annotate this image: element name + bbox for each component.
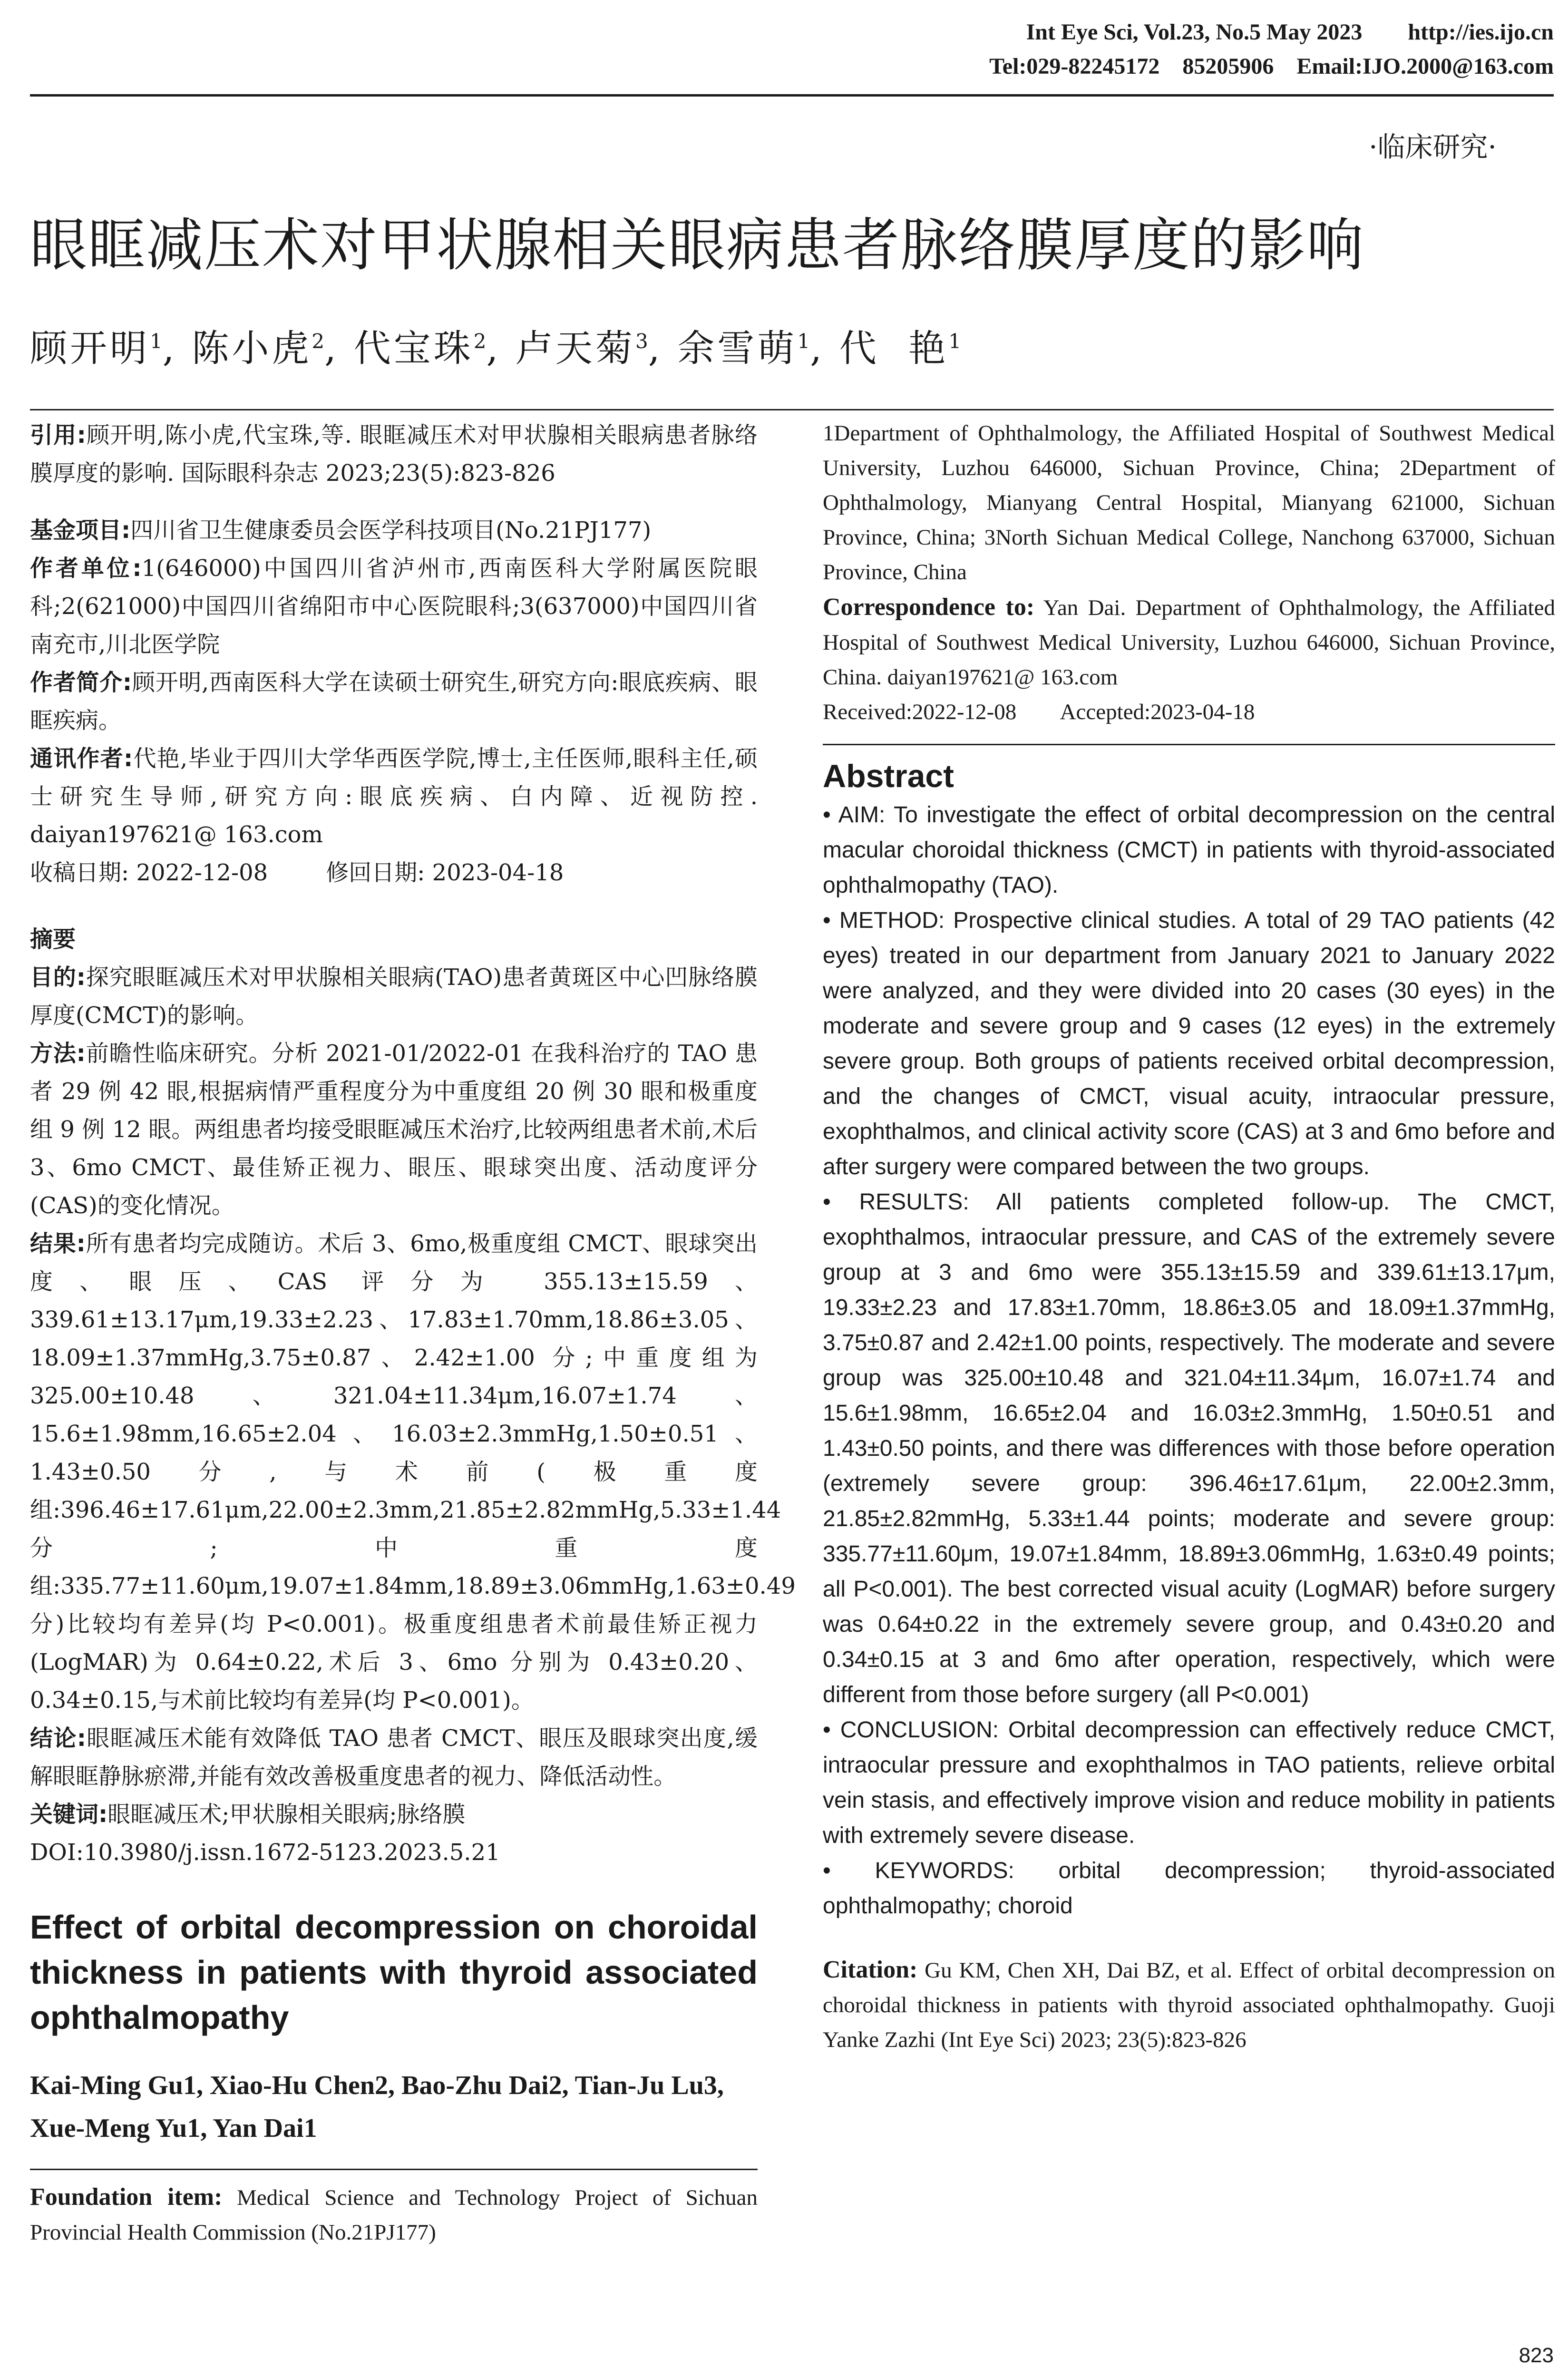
doi: DOI:10.3980/j.issn.1672-5123.2023.5.21 [30,1839,500,1866]
author-name: 陈小虎 [192,327,312,370]
author-affil: 2 [473,330,487,353]
journal-header-line2: Tel:029-82245172 85205906 Email:IJO.2000@163.com [989,54,1554,79]
author-affil: 1 [948,330,962,353]
conclusion-cn: 结论:眼眶减压术能有效降低 TAO 患者 CMCT、眼压及眼球突出度,缓解眼眶静脉瘀滞,并能有效改善极重度患者的视力、降低活动性。 [30,1725,758,1790]
correspondence-en: Correspondence to: Yan Dai. Department of Ophthalmology, the Affiliated Hospital of Southwest Medical University, Luzhou 646000, Sichuan Province, China. daiyan197621@ 163.com [823,594,1555,690]
article-title: 眼眶减压术对甲状腺相关眼病患者脉络膜厚度的影响 [30,213,1364,279]
citation-en: Citation: Gu KM, Chen XH, Dai BZ, et al. Effect of orbital decompression on choroidal thickness in patients with thyroid associated ophthalmopathy. Guoji Yanke Zazhi (Int Eye Sci) 2023; 23(5):823-826 [823,1956,1555,2052]
author-name: 卢天菊 [516,327,636,370]
authors-cn: 顾开明$^1$, 陈小虎$^2$, 代宝珠$^2$, 卢天菊$^3$, 余雪萌$^1$, 代 艳$^1$ [30,327,962,370]
journal-header-line1: Int Eye Sci, Vol.23, No.5 May 2023 http://ies.ijo.cn [1026,19,1554,45]
dates-cn: 收稿日期: 2022-12-08 修回日期: 2023-04-18 [30,859,564,886]
affiliations-en: 1Department of Ophthalmology, the Affiliated Hospital of Southwest Medical University, Luzhou 646000, Sichuan Province, China; 2Department of Ophthalmology, Mianyang Central Hospital, Mianyang 621000, Sichuan Province, China; 3North Sichuan Medical College, Nanchong 637000, Sichuan Province, China [823,421,1555,585]
english-authors: Kai-Ming Gu1, Xiao-Hu Chen2, Bao-Zhu Dai2, Tian-Ju Lu3, Xue-Meng Yu1, Yan Dai1 [30,2071,724,2143]
author-affil: 1 [797,330,810,353]
abstract-results: • RESULTS: All patients completed follow-up. The CMCT, exophthalmos, intraocular pressure, and CAS of the extremely severe group at 3 and 6mo were 355.13±15.59 and 339.61±13.17μm, 19.33±2.23 and 17.83±1.70mm, 18.86±3.05 and 18.09±1.37mmHg, 3.75±0.87 and 2.42±1.00 points, respectively. The moderate and severe group was 325.00±10.48 and 321.04±11.34μm, 16.07±1.74 and 15.6±1.98mm, 16.65±2.04 and 16.03±2.3mmHg, 1.50±0.51 and 1.43±0.50 points, and there was differences with those before operation (extremely severe group: 396.46±17.61μm, 22.00±2.3mm, 21.85±2.82mmHg, 5.33±1.44 points; moderate and severe group: 335.77±11.60μm, 19.07±1.84mm, 18.89±3.06mmHg, 1.63±0.49 points; all P<0.001). The best corrected visual acuity (LogMAR) before surgery was 0.64±0.22 in the extremely severe group, and 0.43±0.20 and 0.34±0.15 at 3 and 6mo after operation, respectively, which were different from those before surgery (all P<0.001) [823,1189,1555,1707]
abstract-conclusion: • CONCLUSION: Orbital decompression can effectively reduce CMCT, intraocular pressure and exophthalmos in TAO patients, relieve orbital vein stasis, and effectively improve vision and reduce mobility in patients with extremely severe disease. [823,1717,1555,1848]
author-name: 代宝珠 [353,327,474,370]
keywords-cn: 关键词:眼眶减压术;甲状腺相关眼病;脉络膜 [30,1801,466,1828]
header-rule [30,94,1554,97]
author-name: 顾开明 [30,327,150,370]
page-number: 823 [1519,2344,1554,2367]
author-name: 代 艳 [839,327,949,370]
intro-cn: 作者简介:顾开明,西南医科大学在读硕士研究生,研究方向:眼底疾病、眼眶疾病。 [30,669,758,734]
abstract-aim: • AIM: To investigate the effect of orbital decompression on the central macular choroidal thickness (CMCT) in patients with thyroid-associated ophthalmopathy (TAO). [823,802,1555,898]
section-tag: ·临床研究· [1369,131,1497,163]
author-affil: 3 [635,330,648,353]
right-column [823,416,1555,2057]
author-name: 余雪萌 [677,327,798,370]
foundation-item: Foundation item: Medical Science and Technology Project of Sichuan Provincial Health Commission (No.21PJ177) [30,2183,758,2245]
abstract-method: • METHOD: Prospective clinical studies. A total of 29 TAO patients (42 eyes) treated in our department from January 2021 to January 2022 were analyzed, and they were divided into 20 cases (30 eyes) in the moderate and severe group and 9 cases (12 eyes) in the extremely severe group. Both groups of patients received orbital decompression, and the changes of CMCT, visual acuity, intraocular pressure, exophthalmos, and clinical activity score (CAS) at 3 and 6mo before and after surgery were compared between the two groups. [823,908,1555,1179]
received-en: Received:2022-12-08 Accepted:2023-04-18 [823,700,1255,724]
english-title: Effect of orbital decompression on choroidal thickness in patients with thyroid associated ophthalmopathy [30,1909,758,2036]
abstract-heading: Abstract [823,758,954,794]
unit-cn: 作者单位:1(646000)中国四川省泸州市,西南医科大学附属医院眼科;2(621000)中国四川省绵阳市中心医院眼科;3(637000)中国四川省南充市,川北医学院 [30,555,758,658]
result-cn: 结果:所有患者均完成随访。术后 3、6mo,极重度组 CMCT、眼球突出度、眼压、CAS 评分为 355.13±15.59、339.61±13.17μm,19.33±2.23、17.83±1.70mm,18.86±3.05、18.09±1.37mmHg,3.75±0.87、2.42±1.00 分;中重度组为 325.00±10.48、321.04±11.34μm,16.07±1.74、15.6±1.98mm,16.65±2.04、16.03±2.3mmHg,1.50±0.51、1.43±0.50分,与术前(极重度组:396.46±17.61μm,22.00±2.3mm,21.85±2.82mmHg,5.33±1.44 分;中重度组:335.77±11.60μm,19.07±1.84mm,18.89±3.06mmHg,1.63±0.49 分)比较均有差异(均 P<0.001)。极重度组患者术前最佳矫正视力(LogMAR)为 0.64±0.22,术后 3、6mo 分别为 0.43±0.20、0.34±0.15,与术前比较均有差异(均 P<0.001)。 [30,1230,796,1714]
abstract-keywords: • KEYWORDS: orbital decompression; thyroid-associated ophthalmopathy; choroid [823,1858,1555,1919]
citation-cn: 引用:顾开明,陈小虎,代宝珠,等. 眼眶减压术对甲状腺相关眼病患者脉络膜厚度的影响. 国际眼科杂志 2023;23(5):823-826 [30,422,758,487]
author-affil: 1 [150,330,163,353]
method-cn: 方法:前瞻性临床研究。分析 2021-01/2022-01 在我科治疗的 TAO 患者 29 例 42 眼,根据病情严重程度分为中重度组 20 例 30 眼和极重度组 9 例 12 眼。两组患者均接受眼眶减压术治疗,比较两组患者术前,术后 3、6mo CMCT、最佳矫正视力、眼压、眼球突出度、活动度评分(CAS)的变化情况。 [30,1040,758,1219]
fund-cn: 基金项目:四川省卫生健康委员会医学科技项目(No.21PJ177) [30,517,652,544]
corr-cn: 通讯作者:代艳,毕业于四川大学华西医学院,博士,主任医师,眼科主任,硕士研究生导师,研究方向:眼底疾病、白内障、近视防控. daiyan197621@ 163.com [30,745,758,848]
aim-cn: 目的:探究眼眶减压术对甲状腺相关眼病(TAO)患者黄斑区中心凹脉络膜厚度(CMCT)的影响。 [30,964,758,1029]
title-rule [30,409,1554,410]
abstract-head-cn: 摘要 [30,926,76,953]
left-column [30,416,796,2250]
author-affil: 2 [312,330,325,353]
